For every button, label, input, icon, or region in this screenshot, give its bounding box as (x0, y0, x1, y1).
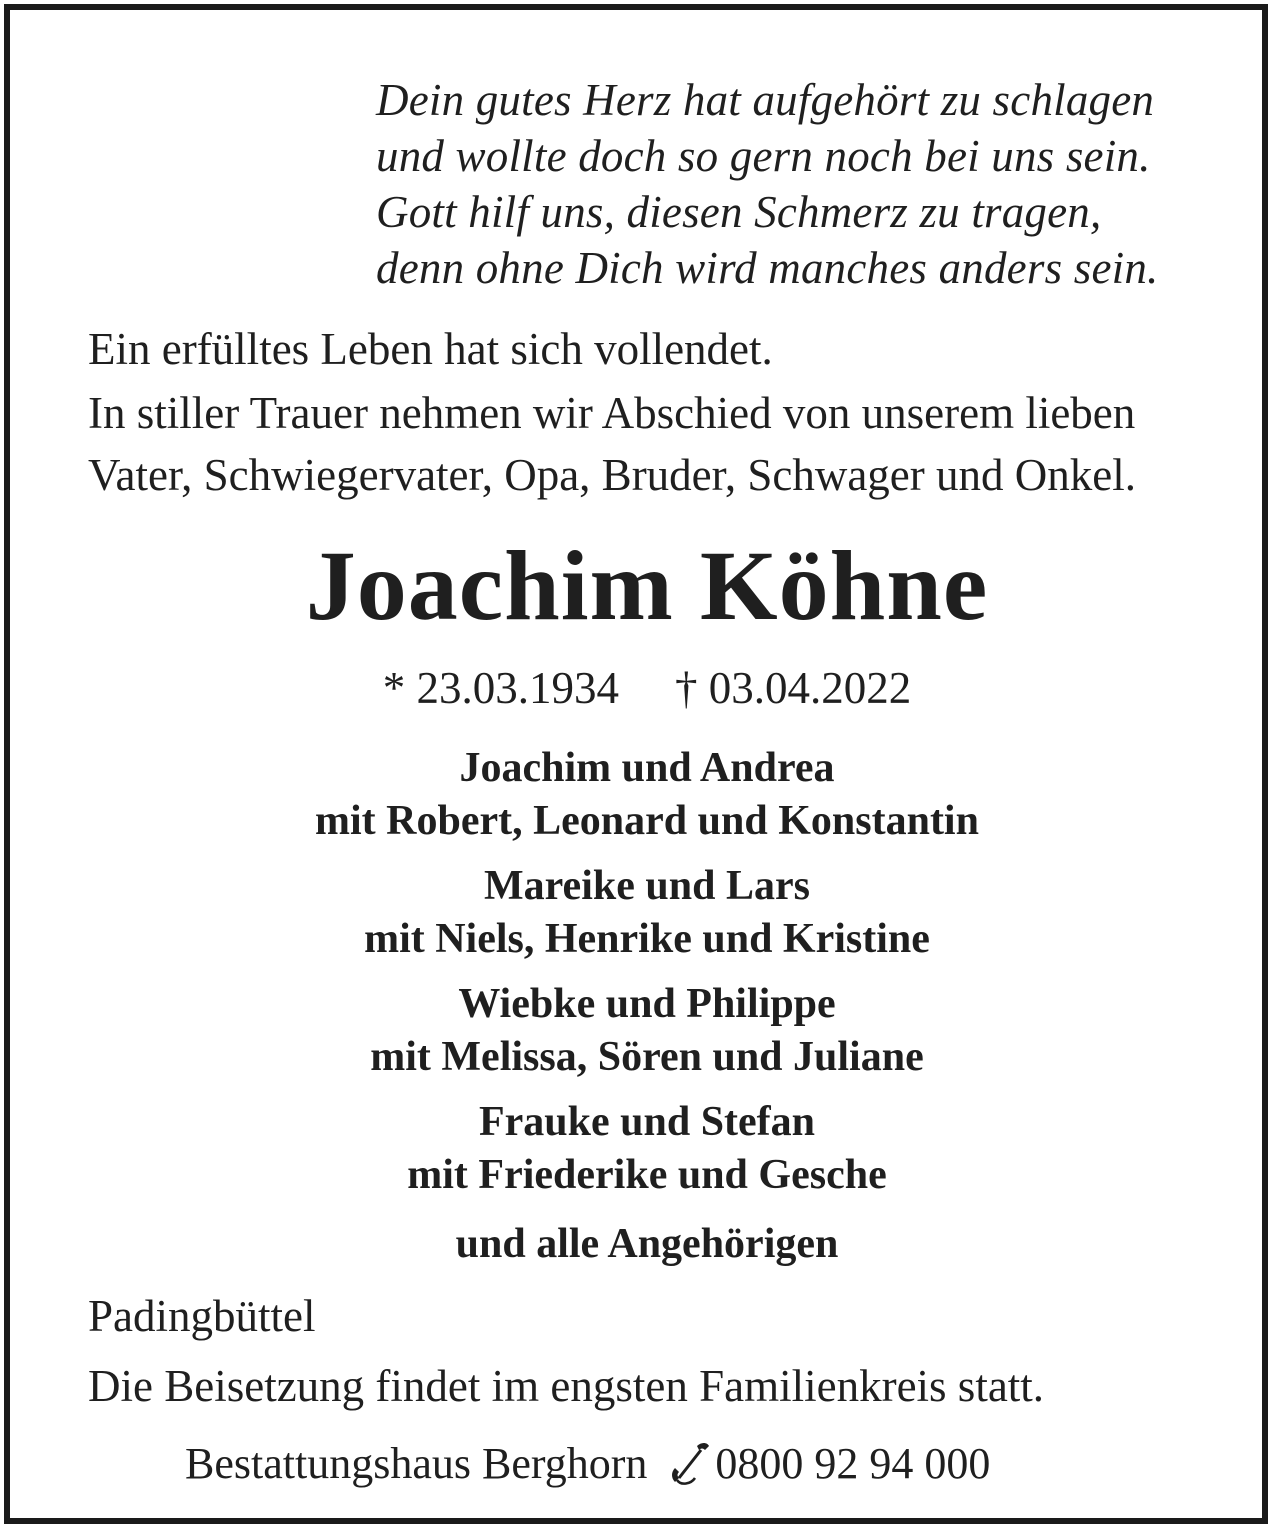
place-name: Padingbüttel (88, 1291, 316, 1341)
intro-text (88, 318, 1136, 506)
family-children: mit Friederike und Gesche (407, 1152, 887, 1198)
funeral-home-line (185, 1436, 990, 1492)
family-parents: Frauke und Stefan (478, 1099, 816, 1145)
poem-line: denn ohne Dich wird manches anders sein. (376, 243, 1159, 293)
family-parents: Mareike und Lars (484, 863, 810, 909)
poem-line: Dein gutes Herz hat aufgehört zu schlagen (376, 75, 1155, 125)
family-group (0, 1096, 1280, 1202)
poem-line: und wollte doch so gern noch bei uns sein. (376, 131, 1151, 181)
funeral-home-phone: 0800 92 94 000 (715, 1439, 991, 1488)
family-group (0, 978, 1280, 1084)
family-parents: Wiebke und Philippe (458, 981, 836, 1027)
family-children: mit Robert, Leonard und Konstantin (315, 798, 979, 844)
life-dates (0, 660, 1280, 716)
family-children: mit Niels, Henrike und Kristine (364, 916, 930, 962)
intro-line-2: In stiller Trauer nehmen wir Abschied von unserem lieben (88, 388, 1136, 438)
all-relatives: und alle Angehörigen (455, 1221, 839, 1267)
family-parents: Joachim und Andrea (459, 745, 835, 791)
death-date: † 03.04.2022 (675, 663, 912, 713)
intro-line-1: Ein erfülltes Leben hat sich vollendet. (88, 324, 773, 374)
deceased-name: Joachim Köhne (305, 530, 989, 641)
birth-date: * 23.03.1934 (382, 663, 619, 713)
memorial-poem (376, 72, 1158, 296)
burial-note: Die Beisetzung findet im engsten Familienkreis statt. (88, 1361, 1045, 1411)
family-list (0, 742, 1280, 1274)
family-group (0, 860, 1280, 966)
funeral-home-name: Bestattungshaus Berghorn (185, 1439, 648, 1488)
family-children: mit Melissa, Sören und Juliane (370, 1034, 924, 1080)
family-group (0, 742, 1280, 848)
phone-handset-icon (667, 1440, 711, 1488)
intro-line-3: Vater, Schwiegervater, Opa, Bruder, Schwager und Onkel. (88, 450, 1136, 500)
poem-line: Gott hilf uns, diesen Schmerz zu tragen, (376, 187, 1102, 237)
